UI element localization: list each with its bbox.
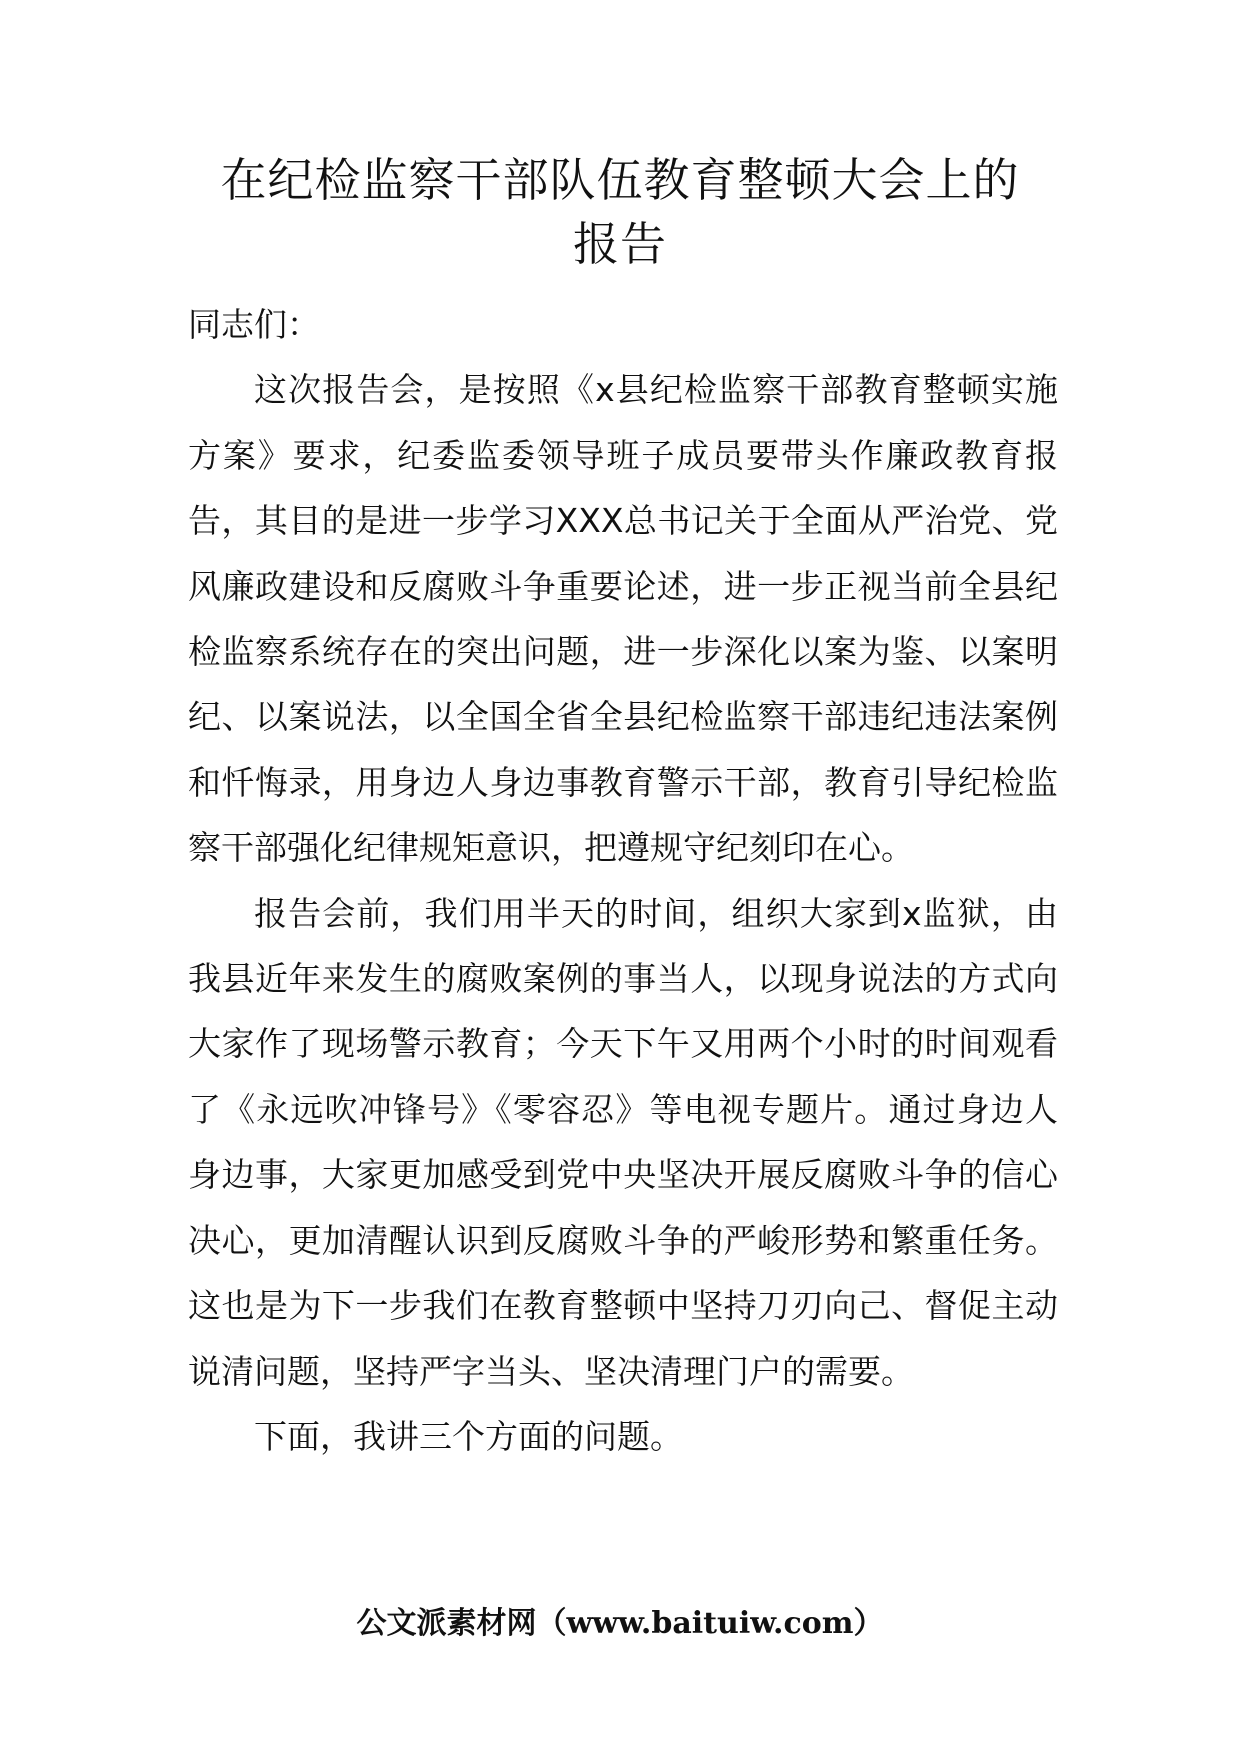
title-line-2: 报告 bbox=[573, 217, 667, 271]
paragraph-1: 这次报告会，是按照《x县纪检监察干部教育整顿实施方案》要求，纪委监委领导班子成员要带头作廉政教育报告，其目的是进一步学习XXX总书记关于全面从严治党、党风廉政建设和反腐败斗争重要论述，进一步正视当前全县纪检监察系统存在的突出问题，进一步深化以案为鉴、以案明纪、以案说法，以全国全省全县纪检监察干部违纪违法案例和忏悔录，用身边人身边事教育警示干部，教育引导纪检监察干部强化纪律规矩意识，把遵规守纪刻印在心。 bbox=[188, 370, 1058, 868]
paragraph-2: 报告会前，我们用半天的时间，组织大家到x监狱，由我县近年来发生的腐败案例的事当人，以现身说法的方式向大家作了现场警示教育；今天下午又用两个小时的时间观看了《永远吹冲锋号》《零容忍》等电视专题片。通过身边人身边事，大家更加感受到党中央坚决开展反腐败斗争的信心决心，更加清醒认识到反腐败斗争的严峻形势和繁重任务。这也是为下一步我们在教育整顿中坚持刀刃向己、督促主动说清问题，坚持严字当头、坚决清理门户的需要。 bbox=[188, 893, 1058, 1391]
salutation: 同志们： bbox=[188, 305, 320, 344]
footer-watermark-text: 公文派素材网（www.baituiw.com） bbox=[356, 1606, 884, 1641]
document-body bbox=[188, 292, 1058, 1469]
title-line-1: 在纪检监察干部队伍教育整顿大会上的 bbox=[220, 153, 1020, 207]
document-title bbox=[190, 148, 1050, 276]
paragraph-3: 下面，我讲三个方面的问题。 bbox=[254, 1416, 683, 1456]
